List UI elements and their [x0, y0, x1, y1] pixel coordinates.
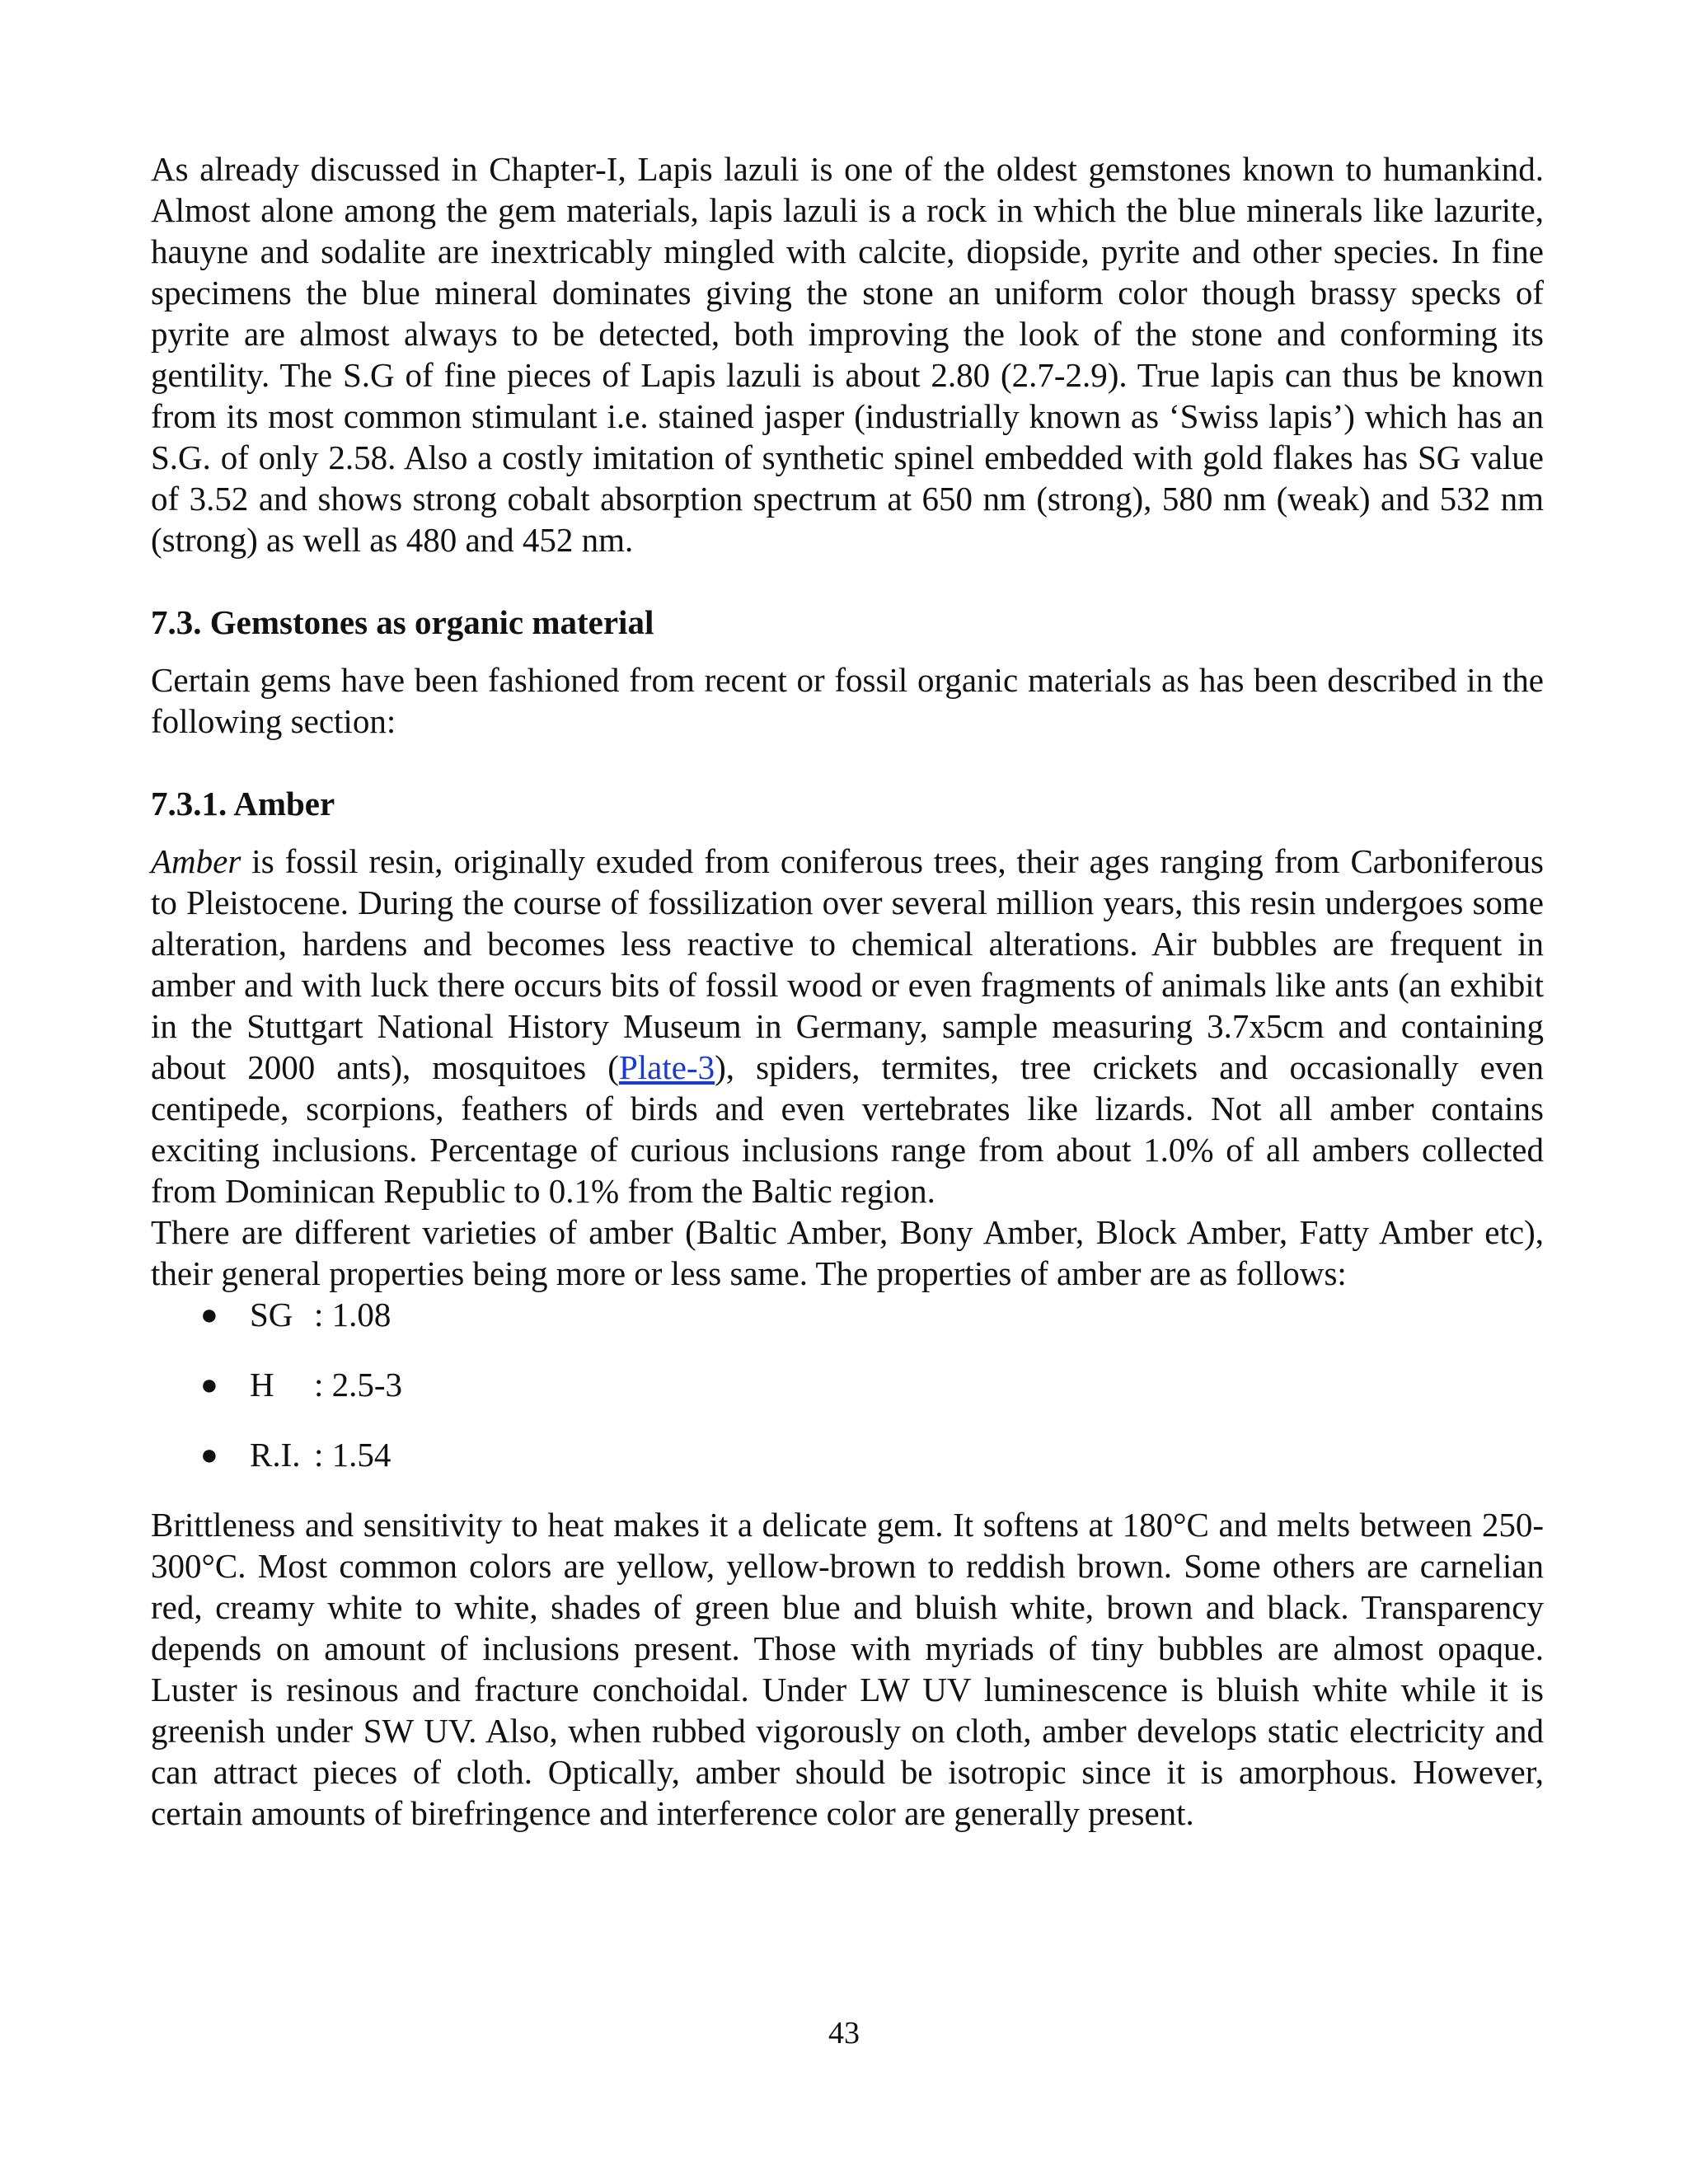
amber-properties-list: [151, 1294, 1544, 1475]
page-number: 43: [828, 2016, 860, 2050]
subsection-heading-amber: 7.3.1. Amber: [151, 785, 335, 823]
amber-varieties-paragraph: There are different varieties of amber (Baltic Amber, Bony Amber, Block Amber, Fatty Amber etc), their general properties being more or less same. The properties of amber are as follows:: [151, 1213, 1544, 1292]
document-page: [151, 148, 1544, 1834]
amber-term: Amber: [151, 842, 241, 880]
property-h: [250, 1364, 402, 1405]
property-sg: [250, 1294, 391, 1335]
section-heading-organic: 7.3. Gemstones as organic material: [151, 603, 654, 641]
property-value: : 2.5-3: [314, 1366, 403, 1404]
amber-text-part1: is fossil resin, originally exuded from coniferous trees, their ages ranging from Carboniferous to Pleistocene. During the course of fossilization over several million years, this resin undergoes some alteration, hardens and becomes less reactive to chemical alterations. Air bubbles are frequent in amber and with luck there occurs bits of fossil wood or even fragments of animals like ants (an exhibit in the Stuttgart National History Museum in Germany, sample measuring 3.7x5cm and containing about 2000 ants), mosquitoes (: [151, 842, 1544, 1086]
plate-3-link[interactable]: Plate-3: [618, 1048, 715, 1086]
property-item-sg: [200, 1294, 1544, 1335]
property-value: : 1.54: [314, 1436, 392, 1474]
property-label: SG: [250, 1296, 293, 1333]
bullet-icon: ●: [200, 1298, 218, 1331]
property-label: H: [250, 1366, 274, 1404]
amber-properties-paragraph: Brittleness and sensitivity to heat makes it a delicate gem. It softens at 180°C and melts between 250-300°C. Most common colors are yellow, yellow-brown to reddish brown. Some others are carnelian red, creamy white to white, shades of green blue and bluish white, brown and black. Transparency depends on amount of inclusions present. Those with myriads of tiny bubbles are almost opaque. Luster is resinous and fracture conchoidal. Under LW UV luminescence is bluish white while it is greenish under SW UV. Also, when rubbed vigorously on cloth, amber develops static electricity and can attract pieces of cloth. Optically, amber should be isotropic since it is amorphous. However, certain amounts of birefringence and interference color are generally present.: [151, 1506, 1544, 1832]
property-item-h: [200, 1364, 1544, 1405]
property-ri: [250, 1434, 391, 1475]
amber-text-part2: ), spiders, termites, tree crickets and occasionally even centipede, scorpions, feathers of birds and even vertebrates like lizards. Not all amber contains exciting inclusions. Percentage of curious inclusions range from about 1.0% of all ambers collected from Dominican Republic to 0.1% from the Baltic region.: [151, 1048, 1544, 1210]
amber-description-paragraph: [151, 841, 1544, 1212]
bullet-icon: ●: [200, 1368, 218, 1401]
organic-intro-paragraph: Certain gems have been fashioned from recent or fossil organic materials as has been described in the following section:: [151, 661, 1544, 740]
property-label: R.I.: [250, 1436, 301, 1474]
lapis-paragraph: As already discussed in Chapter-I, Lapis lazuli is one of the oldest gemstones known to humankind. Almost alone among the gem materials, lapis lazuli is a rock in which the blue minerals like lazurite, hauyne and sodalite are inextricably mingled with calcite, diopside, pyrite and other species. In fine specimens the blue mineral dominates giving the stone an uniform color though brassy specks of pyrite are almost always to be detected, both improving the look of the stone and conforming its gentility. The S.G of fine pieces of Lapis lazuli is about 2.80 (2.7-2.9). True lapis can thus be known from its most common stimulant i.e. stained jasper (industrially known as ‘Swiss lapis’) which has an S.G. of only 2.58. Also a costly imitation of synthetic spinel embedded with gold flakes has SG value of 3.52 and shows strong cobalt absorption spectrum at 650 nm (strong), 580 nm (weak) and 532 nm (strong) as well as 480 and 452 nm.: [151, 150, 1544, 559]
bullet-icon: ●: [200, 1438, 218, 1471]
property-value: : 1.08: [314, 1296, 392, 1333]
property-item-ri: [200, 1434, 1544, 1475]
